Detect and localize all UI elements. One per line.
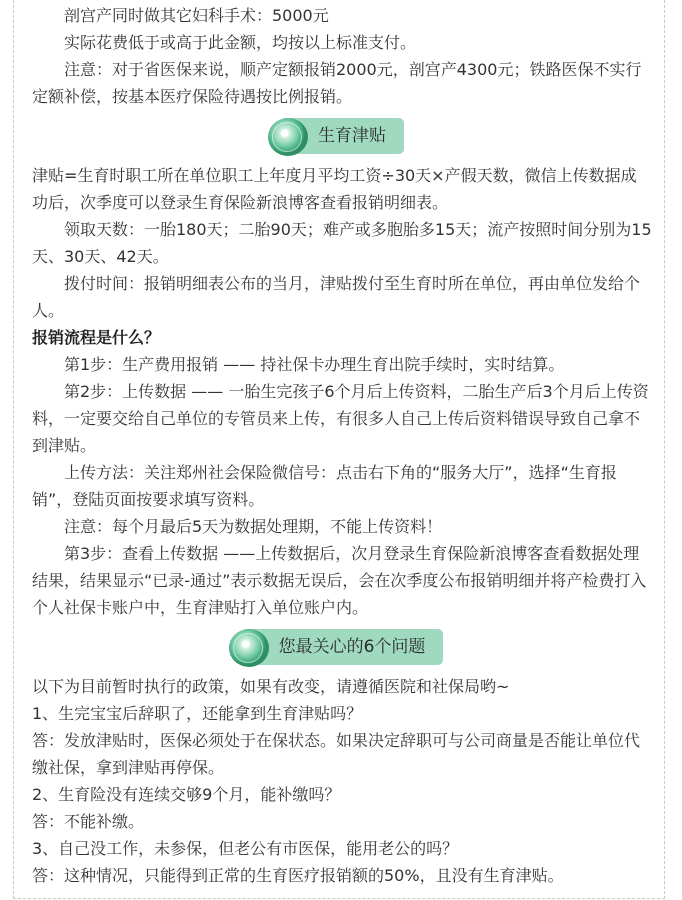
process-step-1: 第1步：生产费用报销 —— 持社保卡办理生育出院手续时，实时结算。 [64,355,565,374]
upload-note: 注意：每个月最后5天为数据处理期，不能上传资料！ [64,517,443,536]
faq-answer-1: 答：发放津贴时，医保必须处于在保状态。如果决定辞职可与公司商量是否能让单位代缴社保，拿到津贴再停保。 [32,731,641,777]
faq-answer-2: 答：不能补缴。 [32,812,145,831]
faq-answer-3: 答：这种情况，只能得到正常的生育医疗报销额的50%，且没有生育津贴。 [32,866,564,885]
faq-header-label: 您最关心的6个问题 [278,637,426,657]
process-title: 报销流程是什么？ [32,328,161,347]
bubble-ring-icon [233,633,263,663]
upload-method: 上传方法：关注郑州社会保险微信号：点击右下角的“服务大厅”，选择“生育报销”，登陆页面按要求填写资料。 [32,463,617,509]
allowance-header-label: 生育津贴 [318,126,386,146]
faq-question-2: 2、生育险没有连续交够9个月，能补缴吗？ [32,785,341,804]
allowance-days: 领取天数：一胎180天；二胎90天；难产或多胞胎多15天；流产按照时间分别为15天、30天、42天。 [32,220,652,266]
allowance-formula: 津贴=生育时职工所在单位职工上年度月平均工资÷30天×产假天数，微信上传数据成功后，次季度可以登录生育保险新浪博客查看报销明细表。 [32,166,637,212]
process-step-2: 第2步：上传数据 —— 一胎生完孩子6个月后上传资料，二胎生产后3个月后上传资料，一定要交给自己单位的专管员来上传，有很多人自己上传后资料错误导致自己拿不到津贴。 [32,382,649,455]
bubble-ring-icon [272,122,302,152]
faq-header-wrap [32,621,652,673]
process-step-3: 第3步：查看上传数据 ——上传数据后，次月登录生育保险新浪博客查看数据处理结果，结果显示“已录-通过”表示数据无误后，会在次季度公布报销明细并将产检费打入个人社保卡账户中，生育津贴打入单位账户内。 [32,544,647,617]
surgery-cost-line: 剖宫产同时做其它妇科手术：5000元 [64,6,329,25]
allowance-header-wrap [32,110,652,162]
faq-section-header [241,629,444,665]
article-content [32,2,652,889]
allowance-payment-time: 拨付时间：报销明细表公布的当月，津贴拨付至生育时所在单位，再由单位发给个人。 [32,274,641,320]
faq-question-3: 3、自己没工作，未参保，但老公有市医保，能用老公的吗？ [32,839,459,858]
allowance-section-header [280,118,404,154]
faq-question-1: 1、生完宝宝后辞职了，还能拿到生育津贴吗？ [32,704,363,723]
provincial-note: 注意：对于省医保来说，顺产定额报销2000元，剖宫产4300元；铁路医保不实行定额补偿，按基本医疗保险待遇按比例报销。 [32,60,642,106]
actual-cost-note: 实际花费低于或高于此金额，均按以上标准支付。 [64,33,417,52]
faq-intro: 以下为目前暂时执行的政策，如果有改变，请遵循医院和社保局哟~ [32,677,510,696]
